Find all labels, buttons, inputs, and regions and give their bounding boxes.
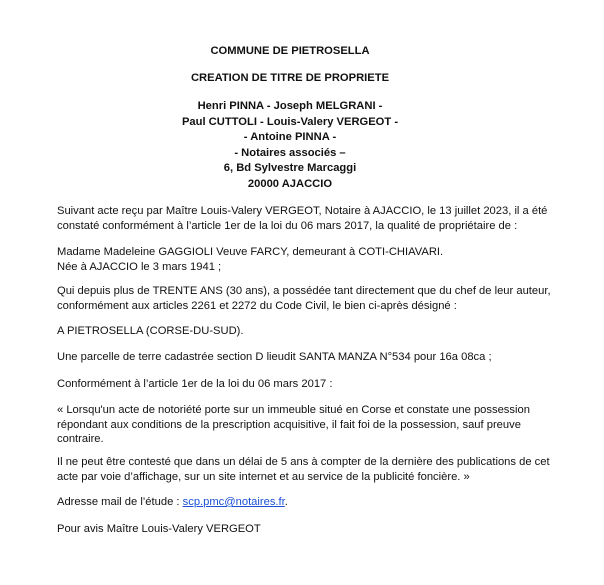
quote-paragraph (57, 403, 557, 447)
email-paragraph (57, 495, 557, 510)
notaries-line: - Notaires associés – (234, 146, 346, 159)
text-line: Il ne peut être contesté que dans un délai de 5 ans à compter de la dernière des publications de cet (57, 456, 550, 468)
notaries-line: 20000 AJACCIO (247, 177, 333, 190)
deed-paragraph (57, 204, 557, 233)
owner-paragraph (57, 245, 557, 274)
document-title: CREATION DE TITRE DE PROPRIETE (190, 72, 390, 84)
text-line: constaté conformément à l’article 1er de la loi du 06 mars 2017, la qualité de propriétaire de : (57, 219, 518, 232)
notaries-line: Henri PINNA - Joseph MELGRANI - (197, 100, 383, 112)
text-line: Qui depuis plus de TRENTE ANS (30 ans), a possédée tant directement que du chef de leur auteur, (57, 285, 551, 297)
text-line: répondant aux conditions de la prescription acquisitive, il fait foi de la possession, sauf preuve (57, 418, 521, 431)
text-line: Madame Madeleine GAGGIOLI Veuve FARCY, demeurant à COTI-CHIAVARI. (57, 246, 444, 258)
law-paragraph: Conformément à l’article 1er de la loi du 06 mars 2017 : (57, 378, 333, 390)
notaries-line: - Antoine PINNA - (243, 131, 337, 143)
notaries-line: 6, Bd Sylvestre Marcaggi (223, 162, 357, 174)
notaries-line: Paul CUTTOLI - Louis-Valery VERGEOT - (181, 115, 399, 128)
text-line: « Lorsqu'un acte de notoriété porte sur un immeuble situé en Corse et constate une possession (57, 404, 530, 416)
notaries-block (0, 99, 580, 192)
contest-paragraph (57, 455, 557, 484)
commune-heading: COMMUNE DE PIETROSELLA (210, 45, 370, 57)
location-paragraph: A PIETROSELLA (CORSE-DU-SUD). (57, 325, 244, 337)
text-line: Suivant acte reçu par Maître Louis-Valery VERGEOT, Notaire à AJACCIO, le 13 juillet 2023, il a été (57, 205, 548, 217)
text-line: conformément aux articles 2261 et 2272 du Code Civil, le bien ci-après désigné : (57, 299, 457, 312)
text-line: contraire. (57, 433, 104, 445)
possession-paragraph (57, 284, 557, 313)
email-end: . (284, 496, 288, 508)
parcel-paragraph: Une parcelle de terre cadastrée section D lieudit SANTA MANZA N°534 pour 16a 08ca ; (57, 351, 492, 363)
text-line: acte par voie d’affichage, sur un site internet et au service de la publicité foncière. » (57, 470, 470, 483)
signature-line: Pour avis Maître Louis-Valery VERGEOT (57, 523, 261, 535)
text-line: Née à AJACCIO le 3 mars 1941 ; (57, 260, 222, 273)
email-link[interactable]: scp.pmc@notaires.fr (182, 496, 285, 508)
email-label: Adresse mail de l’étude : (57, 496, 183, 508)
